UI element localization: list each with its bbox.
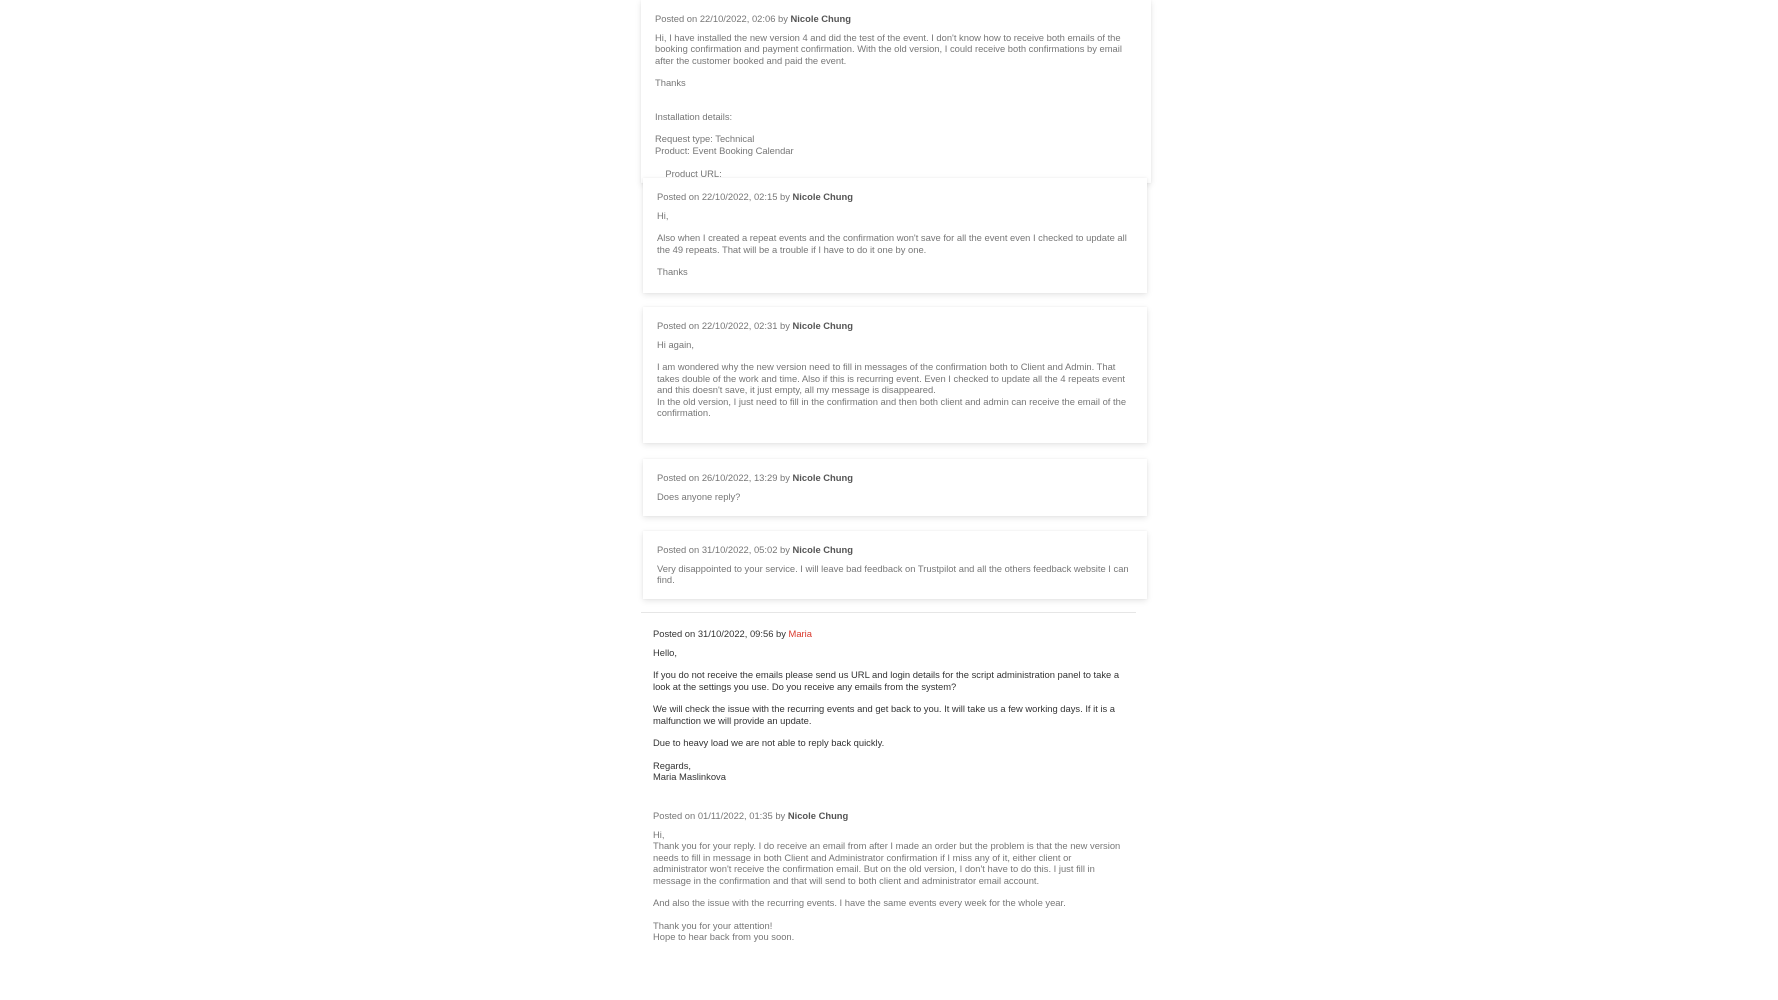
post-body-line: Installation details:	[655, 110, 733, 122]
post-2	[643, 178, 1147, 293]
post-body-line: If you do not receive the emails please send us URL and login details for the script administration panel to take a look at the settings you use. Do you receive any emails from the system?	[653, 669, 1122, 692]
post-author[interactable]: Nicole Chung	[792, 544, 853, 555]
post-body-line: Very disappointed to your service. I will leave bad feedback on Trustpilot and all the others feedback website I can find.	[657, 562, 1132, 585]
post-meta: Posted on 31/10/2022, 05:02 by Nicole Chung	[657, 544, 853, 555]
post-meta: Posted on 22/10/2022, 02:15 by Nicole Chung	[657, 191, 853, 202]
post-author[interactable]: Nicole Chung	[787, 810, 849, 821]
post-1	[641, 0, 1151, 183]
post-body-line: Product: Event Booking Calendar	[655, 144, 794, 156]
post-author[interactable]: Nicole Chung	[792, 191, 853, 202]
post-meta: Posted on 31/10/2022, 09:56 by Maria	[653, 628, 812, 639]
post-author[interactable]: Nicole Chung	[792, 320, 853, 331]
post-meta: Posted on 22/10/2022, 02:31 by Nicole Chung	[657, 320, 853, 331]
product-url-row: Product URL:	[655, 156, 1137, 202]
post-author-staff[interactable]: Maria	[788, 628, 812, 639]
post-body-line: Thank you for your attention!	[653, 919, 773, 931]
post-body-line: Hope to hear back from you soon.	[653, 931, 795, 942]
post-5	[643, 531, 1147, 599]
post-body-line: Hi again,	[657, 338, 695, 350]
post-body-line: Hello,	[653, 646, 677, 658]
post-author[interactable]: Nicole Chung	[790, 13, 851, 24]
post-body-line: Thank you for your reply. I do receive an email from after I made an order but the problem is that the new version needs to fill in message in both Client and Administrator confirmation if I miss any of it, either client or administrator won't receive the confirmation email. But on the old version, I don't have to do this. I just fill in message in the confirmation and that will send to both client and administrator email account.	[653, 840, 1123, 886]
post-body-line: In the old version, I just need to fill in the confirmation and then both client and admin can receive the email of the confirmation.	[657, 395, 1129, 418]
post-body-line: Thanks	[655, 77, 686, 88]
post-body-line: Hi,	[653, 828, 665, 840]
post-author[interactable]: Nicole Chung	[792, 472, 853, 483]
post-4	[643, 459, 1147, 516]
post-body-line: And also the issue with the recurring events. I have the same events every week for the whole year.	[653, 897, 1066, 908]
post-body-line: Thanks	[657, 266, 688, 277]
post-7	[639, 797, 1139, 962]
post-body-line: We will check the issue with the recurring events and get back to you. It will take us a few working days. If it is a malfunction we will provide an update.	[653, 703, 1118, 726]
divider	[641, 612, 1136, 613]
post-meta: Posted on 01/11/2022, 01:35 by Nicole Chung	[653, 810, 849, 821]
post-body-line: Also when I created a repeat events and the confirmation won't save for all the event even I checked to update all the 49 repeats. That will be a trouble if I have to do it one by one.	[657, 232, 1130, 255]
post-body-line: Regards,	[653, 759, 692, 771]
post-6-staff-reply	[639, 615, 1139, 785]
post-body-line: Due to heavy load we are not able to reply back quickly.	[653, 737, 885, 748]
post-body-line: Hi,	[657, 209, 669, 221]
post-body-line: Does anyone reply?	[657, 490, 741, 502]
post-body-line: Hi, I have installed the new version 4 and did the test of the event. I don't know how to receive both emails of the booking confirmation and payment confirmation. With the old version, I could receive both confirmations by email after the customer booked and paid the event.	[655, 31, 1125, 66]
post-meta: Posted on 26/10/2022, 13:29 by Nicole Chung	[657, 472, 853, 483]
post-body-line: I am wondered why the new version need to fill in messages of the confirmation both to Client and Admin. That takes double of the work and time. Also if this is recurring event. Even I checked to update all the 4 repeats event and this doesn't save, it just empty, all my message is disappeared.	[657, 361, 1128, 395]
post-body-line: Request type: Technical	[655, 133, 755, 144]
post-meta: Posted on 22/10/2022, 02:06 by Nicole Chung	[655, 13, 851, 24]
post-3	[643, 307, 1147, 443]
post-body-line: Maria Maslinkova	[653, 771, 726, 782]
